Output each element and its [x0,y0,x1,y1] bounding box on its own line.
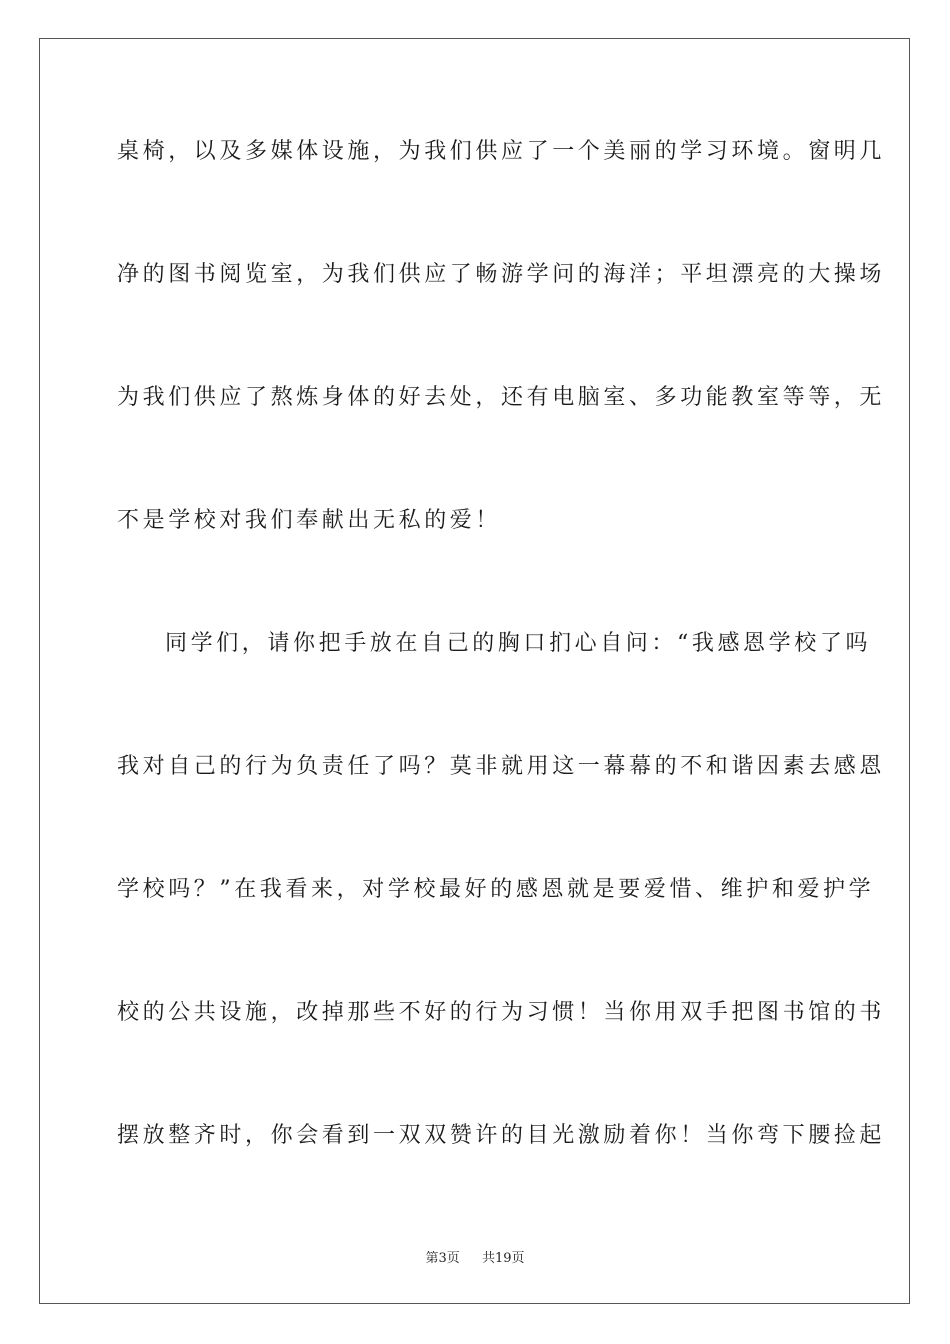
body-text-line-5: 同学们，请你把手放在自己的胸口扪心自问：“我感恩学校了吗 [165,631,872,656]
body-text-line-8: 校的公共设施，改掉那些不好的行为习惯！当你用双手把图书馆的书 [117,1000,886,1025]
body-text-line-9: 摆放整齐时，你会看到一双双赞许的目光激励着你！当你弯下腰捡起 [117,1123,886,1148]
page-number: 第3页 [425,1251,460,1266]
total-pages: 共19页 [482,1251,525,1266]
body-text-line-7: 学校吗？”在我看来，对学校最好的感恩就是要爱惜、维护和爱护学 [117,877,875,902]
body-text-line-4: 不是学校对我们奉献出无私的爱！ [117,508,502,533]
body-text-line-2: 净的图书阅览室，为我们供应了畅游学问的海洋；平坦漂亮的大操场 [117,262,886,287]
body-text-line-3: 为我们供应了熬炼身体的好去处，还有电脑室、多功能教室等等，无 [117,385,886,410]
body-text-line-1: 桌椅，以及多媒体设施，为我们供应了一个美丽的学习环境。窗明几 [117,139,886,164]
body-text-line-6: 我对自己的行为负责任了吗？莫非就用这一幕幕的不和谐因素去感恩 [117,754,886,779]
page-border [39,38,910,1304]
page-footer [0,1247,950,1266]
